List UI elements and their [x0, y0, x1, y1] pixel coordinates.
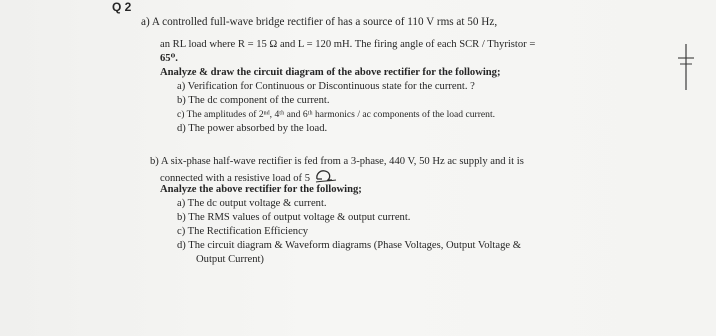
part-a-item-c: c) The amplitudes of 2ⁿᵈ, 4ᵗʰ and 6ᵗʰ harmonics / ac components of the load current. — [177, 109, 496, 120]
part-b-item-d: d) The circuit diagram & Waveform diagrams (Phase Voltages, Output Voltage & — [177, 240, 521, 251]
part-a-item-d: d) The power absorbed by the load. — [177, 123, 328, 134]
margin-pen-mark — [676, 42, 696, 92]
part-a-item-b: b) The dc component of the current. — [177, 95, 330, 106]
part-b-item-d-cont: Output Current) — [196, 254, 264, 265]
question-number: Q 2 — [112, 0, 132, 14]
part-b-heading: Analyze the above rectifier for the following; — [160, 184, 362, 195]
part-a-line-3: 65⁰. — [160, 53, 178, 64]
part-b-line-2-text: connected with a resistive load of 5 — [160, 173, 311, 184]
part-b-line-1: b) A six-phase half-wave rectifier is fed from a 3-phase, 440 V, 50 Hz ac supply and it is — [150, 156, 524, 167]
part-a-line-1: a) A controlled full-wave bridge rectifier of has a source of 110 V rms at 50 Hz, — [141, 16, 498, 28]
part-b-item-a: a) The dc output voltage & current. — [177, 198, 327, 209]
part-b-item-c: c) The Rectification Efficiency — [177, 226, 309, 237]
part-b-item-b: b) The RMS values of output voltage & output current. — [177, 212, 411, 223]
part-a-heading: Analyze & draw the circuit diagram of the above rectifier for the following; — [160, 67, 501, 78]
part-a-line-2: an RL load where R = 15 Ω and L = 120 mH. The firing angle of each SCR / Thyristor = — [160, 39, 536, 50]
handwritten-omega-mark — [314, 169, 338, 183]
part-a-item-a: a) Verification for Continuous or Discontinuous state for the current. ? — [177, 81, 475, 92]
